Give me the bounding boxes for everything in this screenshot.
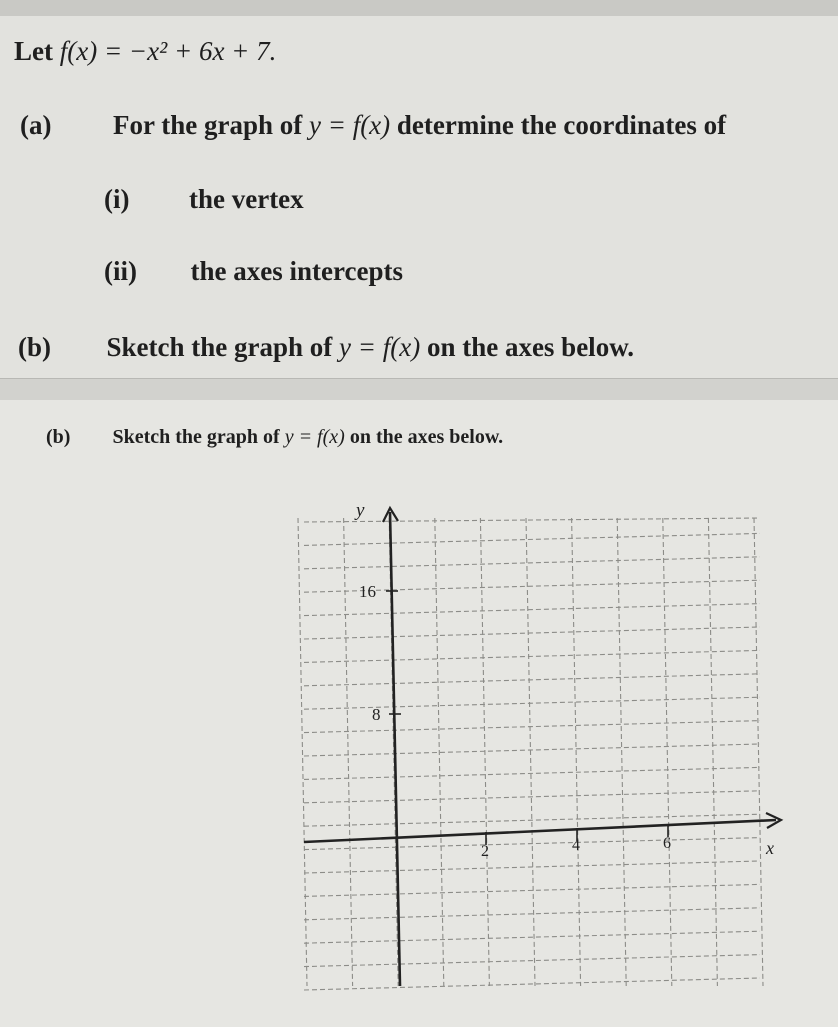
worksheet-part-b-label: (b) [46, 426, 71, 448]
grid-horizontal-line [304, 955, 760, 967]
y-tick-label-16: 16 [359, 582, 376, 601]
grid-horizontal-line [304, 767, 760, 779]
grid-horizontal-line [304, 791, 760, 803]
part-a-equation: y = f(x) [308, 110, 391, 140]
x-axis-label: x [766, 838, 774, 858]
part-b-equation: y = f(x) [339, 332, 421, 362]
x-tick-label-6: 6 [663, 835, 671, 852]
grid-horizontal-line [304, 518, 760, 522]
grid-horizontal-line [304, 861, 760, 873]
y-axis-label: y [356, 500, 365, 521]
grid-horizontal-line [304, 627, 760, 639]
grid-vertical-line [754, 518, 763, 986]
grid-vertical-line [344, 518, 353, 986]
part-b-label: (b) [18, 332, 51, 362]
function-expression: f(x) = −x² + 6x + 7. [59, 36, 277, 66]
grid-vertical-line [572, 518, 581, 986]
grid-vertical-line [298, 518, 307, 986]
grid-horizontal-line [304, 533, 760, 545]
part-a-label: (a) [20, 110, 52, 140]
part-b-text-after: on the axes below. [426, 332, 634, 362]
intro-label: Let [14, 36, 53, 66]
x-tick-label-4: 4 [572, 837, 580, 854]
part-b-text-before: Sketch the graph of [106, 332, 333, 362]
worksheet-part-b-text-before: Sketch the graph of [112, 426, 280, 448]
y-tick-label-8: 8 [372, 705, 381, 724]
part-a-ii-label: (ii) [104, 256, 137, 286]
grid-vertical-line [526, 518, 535, 986]
grid-vertical-line [480, 518, 489, 986]
x-tick-label-2: 2 [481, 843, 489, 860]
part-a-text-after: determine the coordinates of [396, 110, 727, 140]
worksheet-part-b-equation: y = f(x) [284, 426, 345, 448]
part-a-i-text: the vertex [188, 184, 304, 214]
grid-horizontal-line [304, 744, 760, 756]
y-axis [390, 512, 400, 986]
grid-horizontal-line [304, 674, 760, 686]
grid-horizontal-line [304, 604, 760, 616]
part-a-i-label: (i) [104, 184, 130, 214]
grid-vertical-line [663, 518, 672, 986]
part-a-ii-text: the axes intercepts [190, 256, 403, 286]
grid-horizontal-line [304, 650, 760, 662]
grid-horizontal-line [304, 931, 760, 943]
worksheet-part-b-text-after: on the axes below. [349, 426, 504, 448]
part-a-text-before: For the graph of [112, 110, 303, 140]
grid-horizontal-line [304, 908, 760, 920]
grid-vertical-line [708, 518, 717, 986]
grid-vertical-line [617, 518, 626, 986]
grid-horizontal-line [304, 884, 760, 896]
grid-horizontal-line [304, 978, 760, 990]
grid-horizontal-line [304, 557, 760, 569]
